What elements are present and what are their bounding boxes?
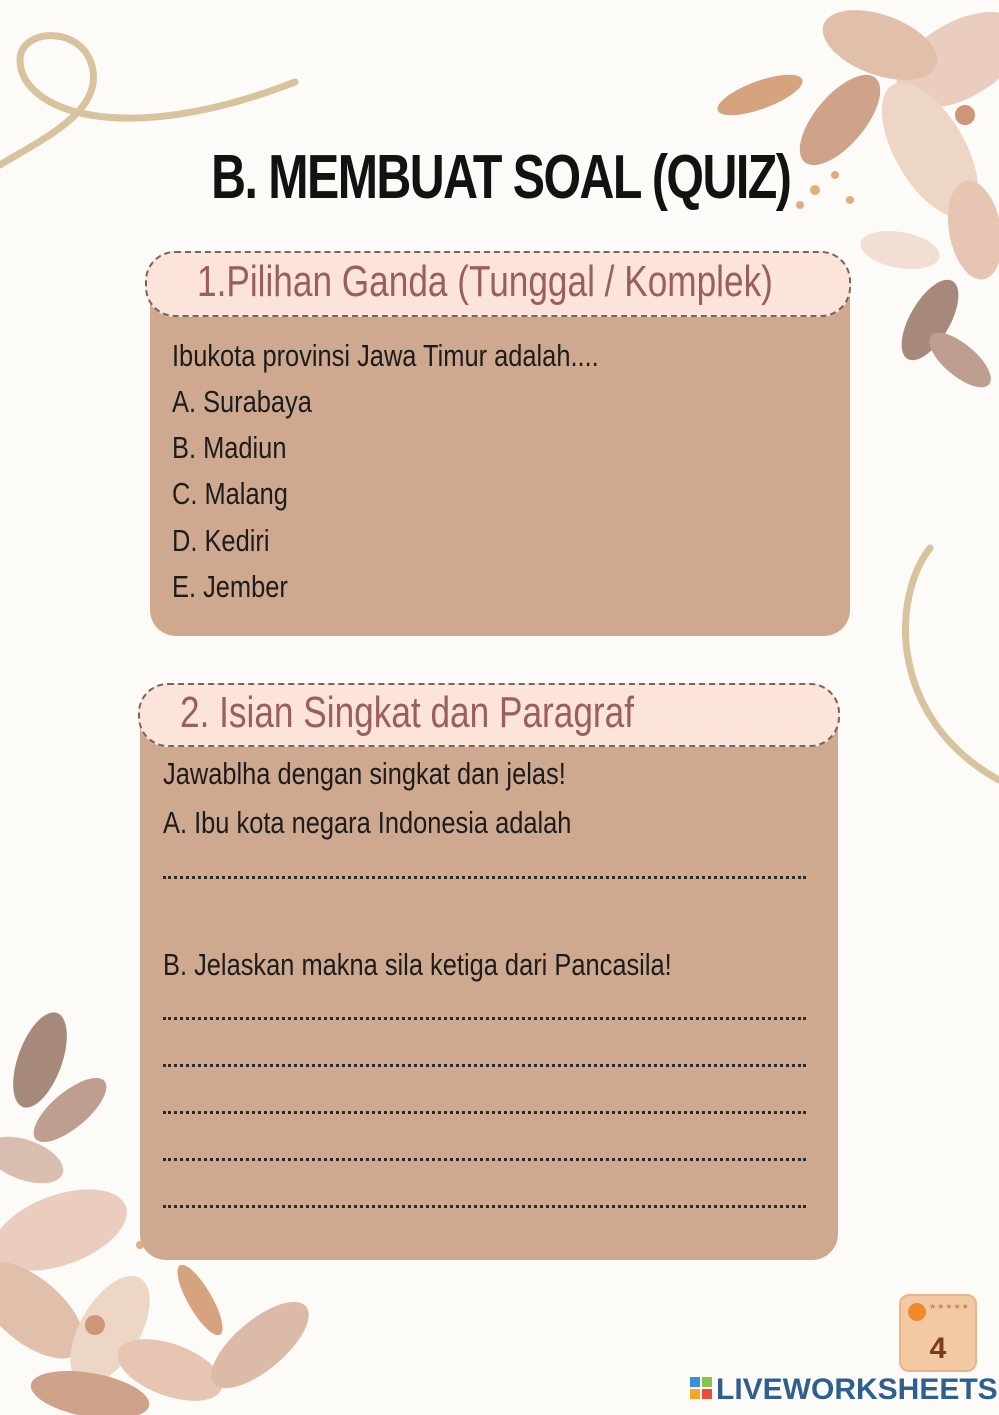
answer-line-b-5[interactable]	[163, 1205, 806, 1208]
brand-text: LIVEWORKSHEETS	[716, 1373, 998, 1406]
option-b[interactable]: B. Madiun	[172, 430, 287, 465]
badge-dot-icon	[908, 1303, 926, 1321]
page-number: 4	[929, 1332, 947, 1365]
page-number-badge	[899, 1294, 977, 1372]
multiple-choice-question: Ibukota provinsi Jawa Timur adalah....	[172, 338, 599, 373]
question-b: B. Jelaskan makna sila ketiga dari Pancasila!	[163, 947, 672, 982]
short-answer-heading-tab	[138, 683, 840, 747]
answer-line-b-1[interactable]	[163, 1017, 806, 1020]
page-title: B. MEMBUAT SOAL (QUIZ)	[211, 143, 791, 212]
swirl-decoration-right	[906, 548, 999, 780]
answer-line-b-2[interactable]	[163, 1064, 806, 1067]
liveworksheets-brand[interactable]	[690, 1373, 998, 1407]
multiple-choice-heading: 1.Pilihan Ganda (Tunggal / Komplek)	[197, 257, 773, 306]
option-a[interactable]: A. Surabaya	[172, 384, 312, 419]
answer-line-a[interactable]	[163, 876, 806, 879]
short-answer-instruction: Jawablha dengan singkat dan jelas!	[163, 756, 566, 791]
option-e[interactable]: E. Jember	[172, 569, 288, 604]
answer-line-b-3[interactable]	[163, 1111, 806, 1114]
option-c[interactable]: C. Malang	[172, 476, 288, 511]
option-d[interactable]: D. Kediri	[172, 523, 270, 558]
question-a: A. Ibu kota negara Indonesia adalah	[163, 805, 572, 840]
liveworksheets-logo-icon	[690, 1377, 712, 1399]
short-answer-heading: 2. Isian Singkat dan Paragraf	[180, 688, 634, 737]
multiple-choice-heading-tab	[145, 251, 851, 317]
answer-line-b-4[interactable]	[163, 1158, 806, 1161]
badge-stars: ★★★★★	[929, 1302, 970, 1311]
